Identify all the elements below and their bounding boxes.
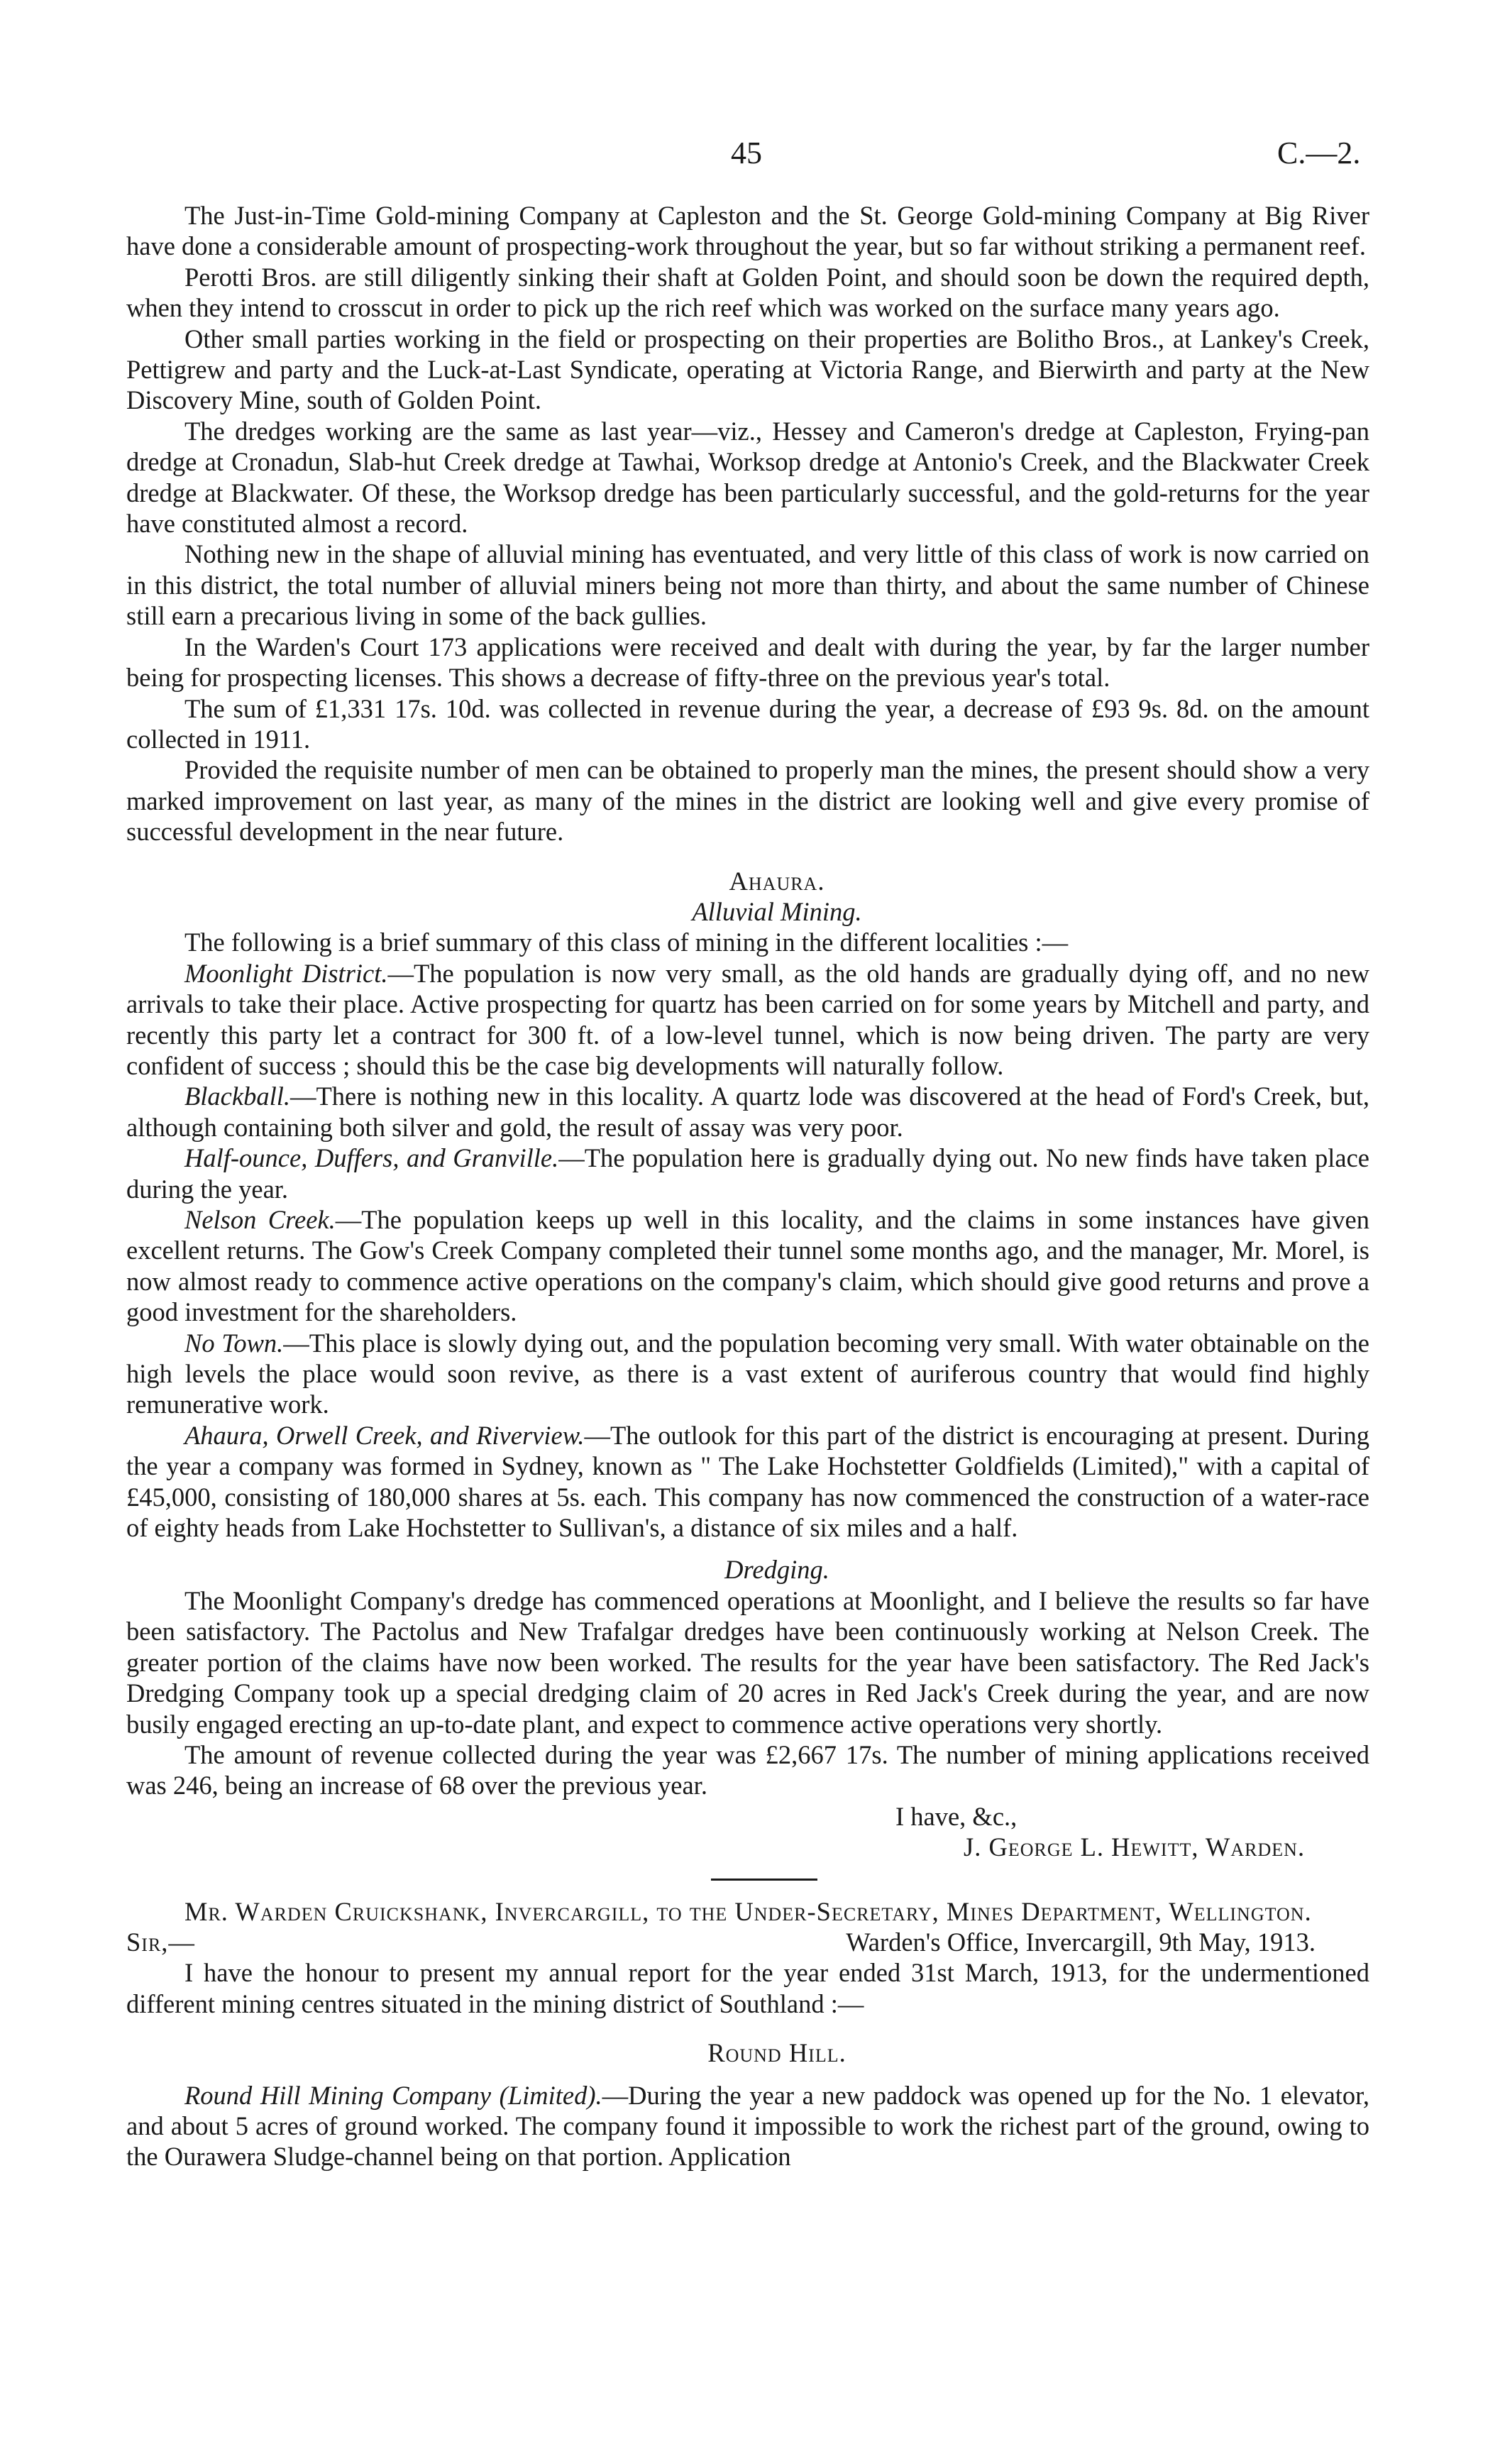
subheading-dredging: Dredging. xyxy=(724,1555,829,1585)
locality-paragraph xyxy=(126,1420,1369,1544)
locality-text: —The population is now very small, as the old hands are gradually dying off, and no new arrivals to take their place. Active prospecting for quartz has been carried on for some years by Mitchell and party, and recently this party let a contract for 300 ft. of a low-level tunnel, which is now being driven. The party are very confident of success ; should this be the case big developments will naturally follow. xyxy=(126,958,1369,1080)
locality-text: —The outlook for this part of the district is encouraging at present. During the year a company was formed in Sydney, known as " The Lake Hochstetter Goldfields (Limited)," with a capital of £45,000, consisting of 180,000 shares at 5s. each. This company has now commenced the construction of a water-race of eighty heads from Lake Hochstetter to Sullivan's, a distance of six miles and a half. xyxy=(126,1420,1369,1543)
locality-name: Nelson Creek. xyxy=(184,1205,336,1234)
company-text: —During the year a new paddock was opened up for the No. 1 elevator, and about 5 acres of ground worked. The company found it impossible to work the richest part of the ground, owing to the Ourawera Sludge-channel being on that portion. Application xyxy=(126,2080,1369,2172)
locality-text: —This place is slowly dying out, and the population becoming very small. With water obtainable on the high levels the place would soon revive, as there is a vast extent of auriferous country that would find highly remunerative work. xyxy=(126,1328,1370,1419)
paragraph: Provided the requisite number of men can be obtained to properly man the mines, the present should show a very marked improvement on last year, as many of the mines in the district are looking well and give every promise of successful development in the near future. xyxy=(126,755,1369,847)
paragraph: Perotti Bros. are still diligently sinking their shaft at Golden Point, and should soon be down the required depth, when they intend to crosscut in order to pick up the rich reef which was worked on the surface many years ago. xyxy=(126,262,1369,323)
company-paragraph xyxy=(126,2080,1369,2172)
paragraph: Other small parties working in the field or prospecting on their properties are Bolitho Bros., at Lankey's Creek, Pettigrew and party and the Luck-at-Last Syndicate, operating at Victoria Range, and Bierwirth and party at the New Discovery Mine, south of Golden Point. xyxy=(126,324,1369,415)
locality-paragraph xyxy=(126,1328,1369,1420)
locality-name: Blackball. xyxy=(184,1082,290,1111)
locality-name: Moonlight District. xyxy=(184,958,388,988)
section-heading-ahaura: Ahaura. xyxy=(729,866,825,896)
subheading-alluvial-mining: Alluvial Mining. xyxy=(692,896,862,926)
paragraph: The dredges working are the same as last year—viz., Hessey and Cameron's dredge at Capleston, Frying-pan dredge at Cronadun, Slab-hut Creek dredge at Tawhai, Worksop dredge at Antonio's Creek, and the Blackwater Creek dredge at Blackwater. Of these, the Worksop dredge has been particularly successful, and the gold-returns for the year have constituted almost a record. xyxy=(126,416,1369,539)
locality-paragraph xyxy=(126,958,1369,1082)
document-reference: C.—2. xyxy=(1277,136,1361,170)
paragraph: The amount of revenue collected during the year was £2,667 17s. The number of mining applications received was 246, being an increase of 68 over the previous year. xyxy=(126,1739,1369,1800)
paragraph: I have the honour to present my annual report for the year ended 31st March, 1913, for the undermentioned different mining centres situated in the mining district of Southland :— xyxy=(126,1958,1369,2018)
closing-line: I have, &c., xyxy=(895,1801,1018,1831)
paragraph: The sum of £1,331 17s. 10d. was collected in revenue during the year, a decrease of £93 9s. 8d. on the amount collected in 1911. xyxy=(126,693,1369,754)
locality-name: No Town. xyxy=(184,1328,284,1358)
warden-signature: J. George L. Hewitt, Warden. xyxy=(964,1832,1306,1862)
paragraph: The following is a brief summary of this class of mining in the different localities :— xyxy=(184,928,1069,957)
report-body xyxy=(126,200,1369,2172)
locality-text: —The population keeps up well in this locality, and the claims in some instances have given excellent returns. The Gow's Creek Company completed their tunnel some months ago, and the manager, Mr. Morel, is now almost ready to commence active operations on the company's claim, which should give good returns and prove a good investment for the shareholders. xyxy=(126,1205,1369,1327)
office-date: Warden's Office, Invercargill, 9th May, 1913. xyxy=(846,1927,1316,1957)
locality-paragraph xyxy=(126,1081,1369,1143)
locality-text: —There is nothing new in this locality. A quartz lode was discovered at the head of Ford's Creek, but, although containing both silver and gold, the result of assay was very poor. xyxy=(126,1082,1369,1142)
salutation: Sir,— xyxy=(126,1927,195,1957)
page-number: 45 xyxy=(731,136,762,170)
address-line: Mr. Warden Cruickshank, Invercargill, to the Under-Secretary, Mines Department, Wellington. xyxy=(184,1896,1312,1926)
company-name: Round Hill Mining Company (Limited). xyxy=(184,2080,602,2110)
locality-name: Half-ounce, Duffers, and Granville. xyxy=(184,1143,559,1173)
section-heading-round-hill: Round Hill. xyxy=(707,2038,846,2068)
salutation-line xyxy=(126,1927,1369,1957)
locality-paragraph xyxy=(126,1204,1369,1328)
paragraph: The Moonlight Company's dredge has commenced operations at Moonlight, and I believe the results so far have been satisfactory. The Pactolus and New Trafalgar dredges have been continuously working at Nelson Creek. The greater portion of the claims have now been worked. The results for the year have been satisfactory. The Red Jack's Dredging Company took up a special dredging claim of 20 acres in Red Jack's Creek during the year, and are now busily engaged erecting an up-to-date plant, and expect to commence active operations very shortly. xyxy=(126,1585,1369,1739)
paragraph: The Just-in-Time Gold-mining Company at Capleston and the St. George Gold-mining Company at Big River have done a considerable amount of prospecting-work throughout the year, but so far without striking a permanent reef. xyxy=(126,201,1369,261)
locality-text: —The population here is gradually dying out. No new finds have taken place during the year. xyxy=(126,1143,1369,1204)
paragraph: Nothing new in the shape of alluvial mining has eventuated, and very little of this class of work is now carried on in this district, the total number of alluvial miners being not more than thirty, and about the same number of Chinese still earn a precarious living in some of the back gullies. xyxy=(126,539,1369,631)
locality-paragraph xyxy=(126,1143,1369,1204)
locality-name: Ahaura, Orwell Creek, and Riverview. xyxy=(184,1420,585,1450)
paragraph: In the Warden's Court 173 applications were received and dealt with during the year, by far the larger number being for prospecting licenses. This shows a decrease of fifty-three on the previous year's total. xyxy=(126,632,1369,693)
section-divider xyxy=(711,1879,817,1881)
